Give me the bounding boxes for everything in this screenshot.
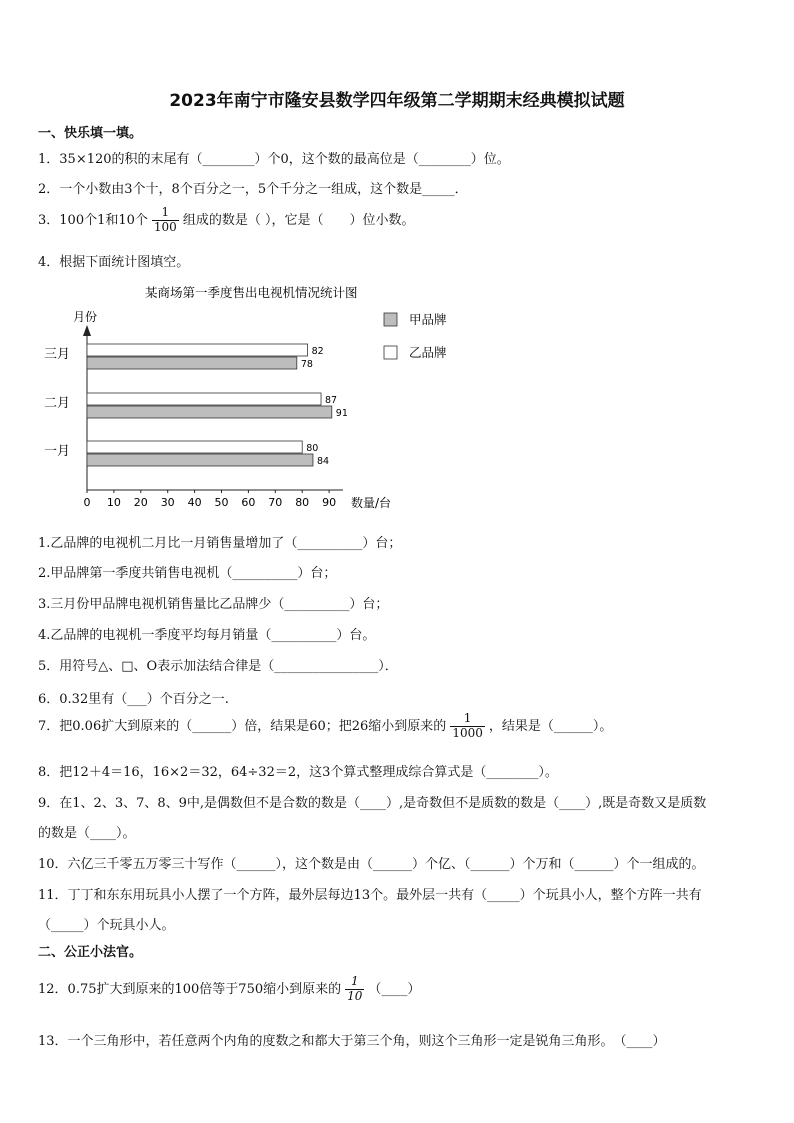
sub-question-4: 4.乙品牌的电视机一季度平均每月销量（__________）台。 <box>38 628 376 643</box>
chart-title: 某商场第一季度售出电视机情况统计图 <box>145 285 358 300</box>
legend-swatch <box>384 313 397 326</box>
question-7-post: ，结果是（______）。 <box>488 718 613 734</box>
question-11-continued: （_____）个玩具小人。 <box>38 918 175 933</box>
bar-jia <box>87 357 297 369</box>
x-tick-label: 40 <box>187 496 202 509</box>
data-label: 80 <box>306 443 319 454</box>
question-12-post: （____） <box>368 981 421 997</box>
fraction-1-100 <box>152 206 179 235</box>
question-13: 13．一个三角形中，若任意两个内角的度数之和都大于第三个角，则这个三角形一定是锐角三角形。 （____） <box>38 1034 666 1049</box>
question-6: 6．0.32里有（___）个百分之一. <box>38 692 229 707</box>
chart-ylabel: 月份 <box>73 310 98 324</box>
legend-label: 乙品牌 <box>409 345 447 360</box>
bar-chart <box>38 276 458 516</box>
x-tick-label: 20 <box>133 496 148 509</box>
question-9: 9．在1、2、3、7、8、9中,是偶数但不是合数的数是（____）,是奇数但不是质数的数是（____）,既是奇数又是质数 <box>38 796 707 811</box>
question-3-post: 组成的数是（ ），它是（ ）位小数。 <box>182 212 415 228</box>
fraction-numerator: 1 <box>152 206 179 221</box>
fraction-denominator: 100 <box>153 219 177 234</box>
fraction-numerator: 1 <box>345 975 364 990</box>
question-7 <box>38 712 612 741</box>
question-9-continued: 的数是（____）。 <box>38 826 136 841</box>
x-tick-label: 0 <box>83 496 91 509</box>
question-7-pre: 7．把0.06扩大到原来的（______）倍，结果是60；把26缩小到原来的 <box>38 718 447 734</box>
question-4: 4．根据下面统计图填空。 <box>38 255 190 270</box>
fraction-denominator: 10 <box>347 988 363 1003</box>
bar-jia <box>87 454 313 466</box>
fraction-denominator: 1000 <box>452 725 483 740</box>
sub-question-3: 3.三月份甲品牌电视机销售量比乙品牌少（__________）台； <box>38 597 389 612</box>
x-tick-label: 80 <box>295 496 310 509</box>
question-3-pre: 3．100个1和10个 <box>38 212 148 228</box>
x-tick-label: 60 <box>241 496 256 509</box>
x-tick-label: 90 <box>322 496 337 509</box>
category-label: 一月 <box>44 444 71 459</box>
question-1: 1．35×120的积的末尾有（________）个0，这个数的最高位是（________）位。 <box>38 152 510 167</box>
x-tick-label: 30 <box>160 496 175 509</box>
fraction-1-10 <box>345 975 364 1004</box>
sub-question-1: 1.乙品牌的电视机二月比一月销售量增加了（__________）台； <box>38 536 402 551</box>
category-label: 三月 <box>44 347 71 362</box>
section-heading-2: 二、公正小法官。 <box>38 945 143 960</box>
fraction-numerator: 1 <box>450 712 485 727</box>
page-title: 2023年南宁市隆安县数学四年级第二学期期末经典模拟试题 <box>169 91 625 111</box>
bar-yi <box>87 441 302 453</box>
legend-swatch <box>384 346 397 359</box>
x-tick-label: 70 <box>268 496 283 509</box>
data-label: 82 <box>311 346 324 357</box>
question-10: 10．六亿三千零五万零三十写作（______），这个数是由（______）个亿、（______）个万和（______）个一组成的。 <box>38 857 705 872</box>
data-label: 78 <box>300 359 313 370</box>
x-tick-label: 50 <box>214 496 229 509</box>
data-label: 91 <box>335 408 348 419</box>
data-label: 87 <box>325 395 338 406</box>
chart-xlabel: 数量/台 <box>351 496 392 510</box>
y-axis-arrow <box>83 325 91 336</box>
question-11: 11．丁丁和东东用玩具小人摆了一个方阵，最外层每边13个。最外层一共有（_____）个玩具小人，整个方阵一共有 <box>38 888 702 903</box>
bar-yi <box>87 344 308 356</box>
bar-jia <box>87 406 332 418</box>
legend-label: 甲品牌 <box>409 312 447 327</box>
question-2: 2．一个小数由3个十，8个百分之一，5个千分之一组成，这个数是_____． <box>38 182 468 197</box>
question-5: 5．用符号△、□、O表示加法结合律是（________________）． <box>38 659 398 674</box>
fraction-1-1000 <box>450 712 485 741</box>
data-label: 84 <box>316 456 330 467</box>
question-8: 8．把12＋4＝16，16×2＝32，64÷32＝2，这3个算式整理成综合算式是（________）。 <box>38 765 558 780</box>
question-3 <box>38 206 414 235</box>
question-12-pre: 12．0.75扩大到原来的100倍等于750缩小到原来的 <box>38 981 342 997</box>
bar-yi <box>87 393 321 405</box>
question-12 <box>38 975 420 1004</box>
section-heading-1: 一、快乐填一填。 <box>38 126 143 141</box>
category-label: 二月 <box>44 396 71 411</box>
sub-question-2: 2.甲品牌第一季度共销售电视机（__________）台； <box>38 566 337 581</box>
x-tick-label: 10 <box>106 496 121 509</box>
